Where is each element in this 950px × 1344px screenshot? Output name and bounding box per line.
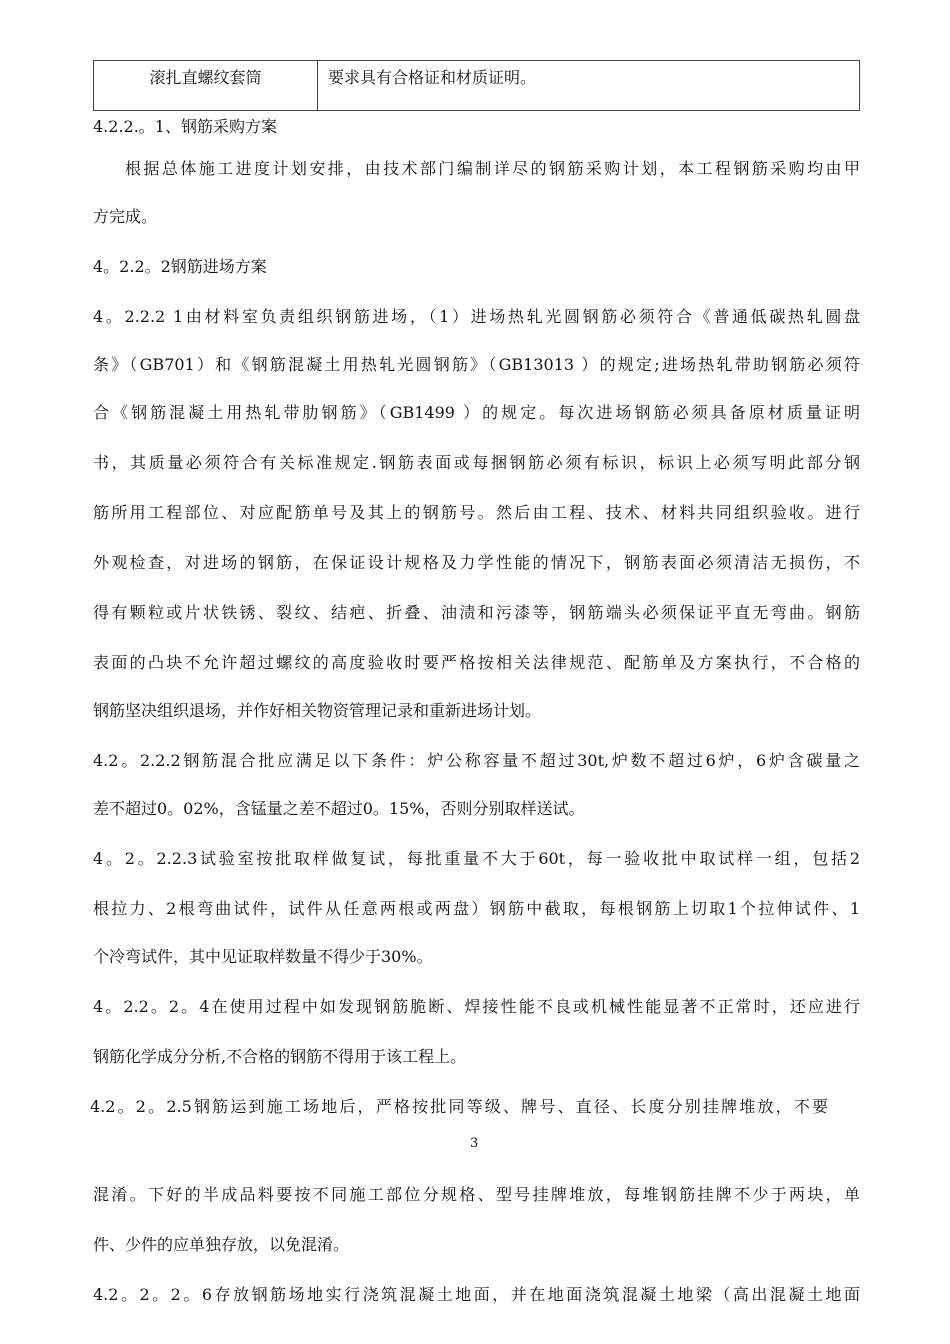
material-table xyxy=(93,60,860,111)
paragraph-line: 钢筋坚决组织退场，并作好相关物资管理记录和重新进场计划。 xyxy=(93,701,542,720)
paragraph-line: 钢筋化学成分分析,不合格的钢筋不得用于该工程上。 xyxy=(93,1047,467,1066)
paragraph-line: 差不超过0。02%，含锰量之差不超过0。15%，否则分别取样送试。 xyxy=(93,799,585,818)
paragraph-line: 4。2.2。2。4在使用过程中如发现钢筋脆断、焊接性能不良或机械性能显著不正常时，还应进行 xyxy=(93,997,860,1016)
paragraph-line: 表面的凸块不允许超过螺纹的高度验收时要严格按相关法律规范、配筋单及方案执行，不合格的 xyxy=(93,653,860,672)
paragraph-line: 书，其质量必须符合有关标准规定.钢筋表面或每捆钢筋必须有标识，标识上必须写明此部分钢 xyxy=(93,453,860,472)
paragraph-line: 外观检查，对进场的钢筋，在保证设计规格及力学性能的情况下，钢筋表面必须清洁无损伤，不 xyxy=(93,553,860,572)
section-heading: 4。2.2。2钢筋进场方案 xyxy=(93,257,267,276)
paragraph-line: 方完成。 xyxy=(93,207,158,226)
paragraph-line: 4。2。2.2.3试验室按批取样做复试，每批重量不大于60t，每一验收批中取试样一组，包括2 xyxy=(93,849,860,868)
paragraph-line: 条》（GB701）和《钢筋混凝土用热轧光圆钢筋》（GB13013 ）的规定;进场热轧带助钢筋必须符 xyxy=(93,355,860,374)
page-number: 3 xyxy=(470,1136,479,1151)
paragraph-line: 根拉力、2根弯曲试件，试件从任意两根或两盘）钢筋中截取，每根钢筋上切取1个拉伸试件、1 xyxy=(93,899,860,918)
paragraph-line: 4.2。2.2.2钢筋混合批应满足以下条件：炉公称容量不超过30t,炉数不超过6炉，6炉含碳量之 xyxy=(93,751,860,770)
paragraph-line: 件、少件的应单独存放，以免混淆。 xyxy=(93,1235,350,1254)
paragraph-line: 4.2。2。2.5钢筋运到施工场地后，严格按批同等级、牌号、直径、长度分别挂牌堆放，不要 xyxy=(90,1097,828,1116)
table-cell-item: 滚扎直螺纹套筒 xyxy=(94,61,318,110)
paragraph-line: 个冷弯试件，其中见证取样数量不得少于30%。 xyxy=(93,947,433,966)
table-cell-requirement: 要求具有合格证和材质证明。 xyxy=(328,68,537,87)
paragraph-line: 4.2。2。2。6存放钢筋场地实行浇筑混凝土地面，并在地面浇筑混凝土地梁（高出混凝土地面 xyxy=(93,1285,860,1304)
paragraph-line: 4。2.2.2 1由材料室负责组织钢筋进场，（1）进场热轧光圆钢筋必须符合《普通低碳热轧圆盘 xyxy=(93,307,860,326)
section-heading: 4.2.2.。1、钢筋采购方案 xyxy=(93,117,277,136)
paragraph-line: 筋所用工程部位、对应配筋单号及其上的钢筋号。然后由工程、技术、材料共同组织验收。进行 xyxy=(93,503,860,522)
paragraph-line: 混淆。下好的半成品料要按不同施工部位分规格、型号挂牌堆放，每堆钢筋挂牌不少于两块，单 xyxy=(93,1185,860,1204)
paragraph-line: 得有颗粒或片状铁锈、裂纹、结疤、折叠、油渍和污漆等，钢筋端头必须保证平直无弯曲。钢筋 xyxy=(93,603,860,622)
paragraph-line: 合《钢筋混凝土用热轧带肋钢筋》（GB1499 ）的规定。每次进场钢筋必须具备原材质量证明 xyxy=(93,403,860,422)
paragraph-line: 根据总体施工进度计划安排，由技术部门编制详尽的钢筋采购计划，本工程钢筋采购均由甲 xyxy=(125,159,860,178)
